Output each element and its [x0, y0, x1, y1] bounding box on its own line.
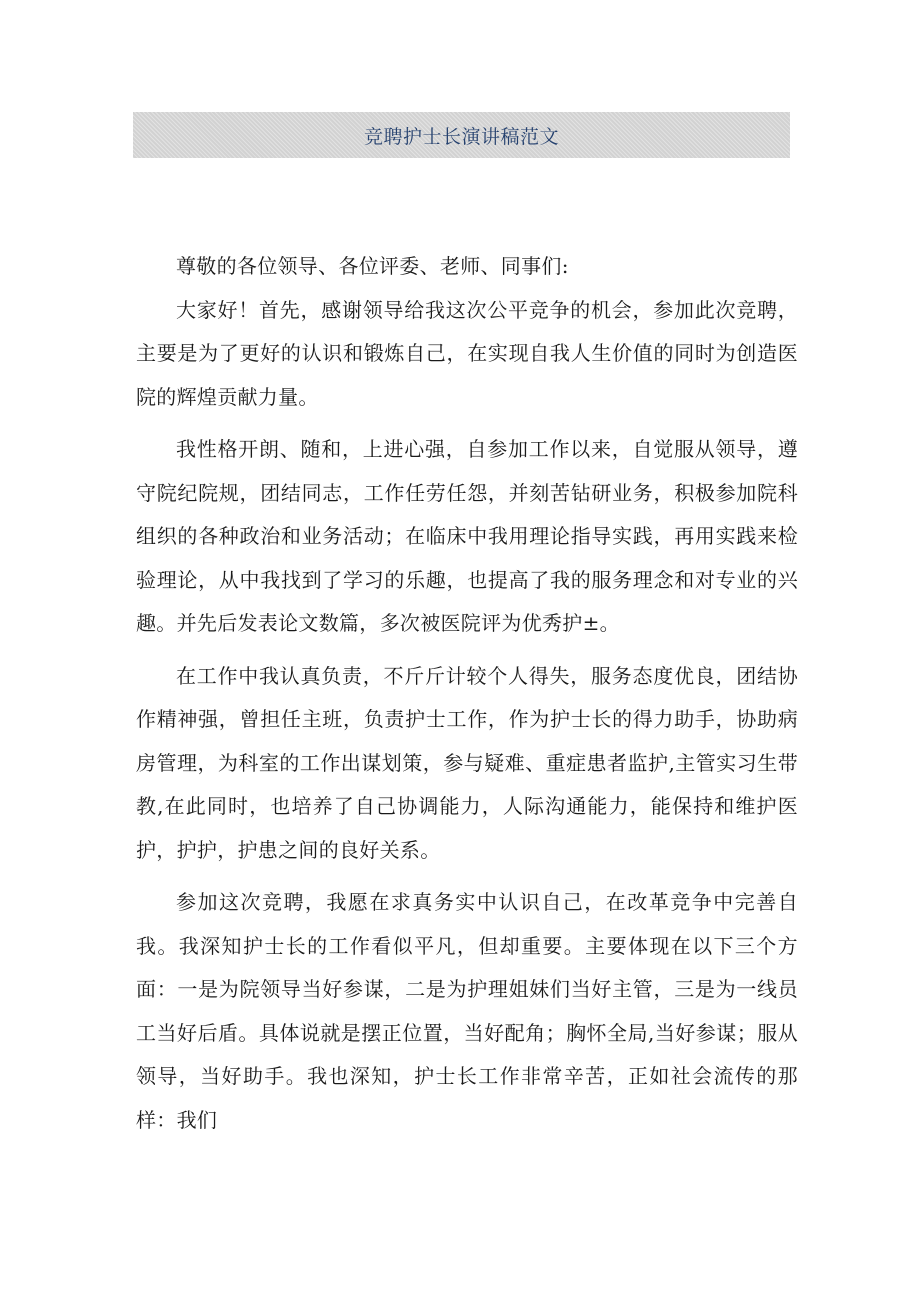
document-body [136, 245, 798, 1151]
paragraph-3: 在工作中我认真负责，不斤斤计较个人得失，服务态度优良，团结协作精神强，曾担任主班，负责护士工作，作为护士长的得力助手，协助病房管理，为科室的工作出谋划策，参与疑难、重症患者监护,主管实习生带教,在此同时，也培养了自己协调能力，人际沟通能力，能保持和维护医护，护护，护患之间的良好关系。 [136, 663, 798, 862]
title-banner [133, 112, 790, 158]
document-title: 竞聘护士长演讲稿范文 [363, 125, 559, 148]
paragraph-4: 参加这次竞聘，我愿在求真务实中认识自己，在改革竞争中完善自我。我深知护士长的工作看似平凡，但却重要。主要体现在以下三个方面：一是为院领导当好参谋，二是为护理姐妹们当好主管，三是为一线员工当好后盾。具体说就是摆正位置，当好配角；胸怀全局,当好参谋；服从领导，当好助手。我也深知，护士长工作非常辛苦，正如社会流传的那样：我们 [136, 890, 798, 1132]
paragraph-2: 我性格开朗、随和，上进心强，自参加工作以来，自觉服从领导，遵守院纪院规，团结同志，工作任劳任怨，并刻苦钻研业务，积极参加院科组织的各种政治和业务活动；在临床中我用理论指导实践，再用实践来检验理论，从中我找到了学习的乐趣，也提高了我的服务理念和对专业的兴趣。并先后发表论文数篇，多次被医院评为优秀护±。 [136, 437, 798, 635]
paragraph-1: 大家好！首先，感谢领导给我这次公平竞争的机会，参加此次竞聘，主要是为了更好的认识和锻炼自己，在实现自我人生价值的同时为创造医院的辉煌贡献力量。 [136, 297, 798, 409]
greeting-line: 尊敬的各位领导、各位评委、老师、同事们: [176, 254, 569, 278]
